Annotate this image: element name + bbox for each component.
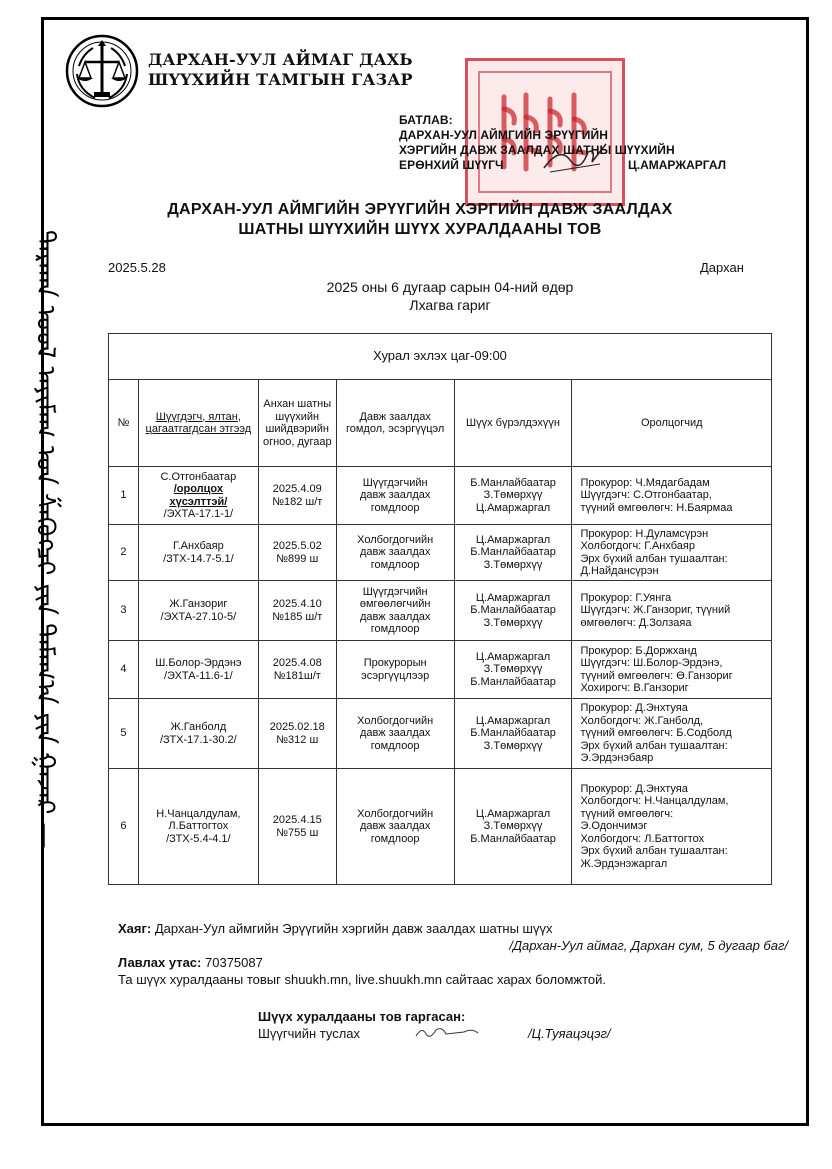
cell-line: 2025.02.18	[269, 721, 325, 733]
cell-line: эсэргүүцлээр	[361, 669, 430, 682]
cell-participants	[572, 769, 772, 885]
header-panel: Шүүх бүрэлдэхүүн	[454, 380, 572, 467]
cell-appeal	[336, 467, 454, 525]
cell-line: Ж.Ганболд	[170, 721, 227, 733]
hearing-date-block	[180, 278, 720, 314]
title-line-2: ШАТНЫ ШҮҮХИЙН ШҮҮХ ХУРАЛДААНЫ ТОВ	[238, 221, 602, 238]
cell-num: 5	[109, 699, 139, 769]
cell-line: Холбогдогчийн	[357, 533, 434, 546]
cell-appeal	[336, 641, 454, 699]
cell-line: түүний өмгөөлөгч: Б.Содболд	[580, 727, 732, 740]
cell-line: түүний өмгөөлөгч: Ө.Ганзориг	[580, 669, 733, 682]
cell-line: 2025.5.02	[272, 540, 322, 552]
cell-line: Ш.Болор-Эрдэнэ	[155, 657, 242, 669]
prepared-by-name: /Ц.Туяацэцэг/	[528, 1026, 611, 1041]
table-row	[109, 699, 772, 769]
approval-line-1: ДАРХАН-УУЛ АЙМГИЙН ЭРҮҮГИЙН	[399, 128, 608, 142]
cell-line: №182 ш/т	[272, 495, 323, 508]
cell-line: Ц.Амаржаргал	[475, 714, 551, 727]
cell-line: Б.Манлайбаатар	[470, 832, 556, 845]
cell-line: З.Төмөрхүү	[483, 616, 543, 629]
cell-line: Ж.Ганзориг	[169, 598, 228, 610]
cell-panel	[454, 699, 572, 769]
cell-participants	[572, 467, 772, 525]
cell-line: Хохирогч: В.Ганзориг	[580, 682, 689, 694]
cell-line: Эрх бүхий албан тушаалтан:	[580, 739, 728, 752]
cell-line: Шүүгдэгч: С.Отгонбаатар,	[580, 489, 712, 502]
cell-line: 2025.4.08	[272, 657, 322, 669]
cell-line: Холбогдогч: Ж.Ганболд,	[580, 714, 704, 727]
cell-line: Холбогдогч: Л.Баттогтох	[580, 832, 705, 845]
address-detail: /Дархан-Уул аймаг, Дархан сум, 5 дугаар баг/	[509, 938, 788, 953]
cell-line: Ц.Амаржаргал	[475, 533, 551, 546]
cell-line: Прокурор: Ч.Мядагбадам	[580, 476, 710, 489]
cell-line: №312 ш	[276, 733, 319, 746]
cell-line: гомдлоор	[370, 739, 420, 752]
cell-line: өмгөөлөгч: Д.Золзаяа	[580, 616, 692, 629]
cell-line: Шүүгдэгч: Ш.Болор-Эрдэнэ,	[580, 657, 723, 669]
table-row	[109, 641, 772, 699]
cell-defendant	[138, 641, 258, 699]
issue-date: 2025.5.28	[108, 260, 166, 275]
cell-first-instance	[258, 641, 336, 699]
cell-participants	[572, 699, 772, 769]
cell-line: 2025.4.15	[272, 814, 322, 826]
title-line-1: ДАРХАН-УУЛ АЙМГИЙН ЭРҮҮГИЙН ХЭРГИЙН ДАВЖ ЗААЛДАХ	[167, 201, 673, 218]
cell-first-instance	[258, 581, 336, 641]
cell-line: хүсэлттэй/	[169, 495, 228, 508]
cell-defendant	[138, 581, 258, 641]
prepared-by-title: Шүүх хуралдааны тов гаргасан:	[258, 1009, 466, 1024]
cell-appeal	[336, 769, 454, 885]
table-row	[109, 581, 772, 641]
cell-participants	[572, 581, 772, 641]
cell-line: түүний өмгөөлөгч: Н.Баярмаа	[580, 501, 733, 514]
cell-line: Ц.Амаржаргал	[475, 650, 551, 663]
cell-line: Прокурор: Д.Энхтуяа	[580, 702, 688, 715]
cell-line: Б.Манлайбаатар	[470, 727, 556, 740]
cell-line: /оролцох	[173, 483, 223, 495]
cell-appeal	[336, 525, 454, 581]
cell-line: З.Төмөрхүү	[483, 820, 543, 833]
cell-line: Холбогдогч: Н.Чанцалдулам,	[580, 795, 729, 808]
start-time: Хурал эхлэх цаг-09:00	[109, 334, 772, 380]
cell-num: 2	[109, 525, 139, 581]
cell-line: гомдлоор	[370, 558, 420, 571]
cell-panel	[454, 769, 572, 885]
cell-line: /ЭХТА-27.10-5/	[160, 610, 237, 623]
cell-line: З.Төмөрхүү	[483, 739, 543, 752]
cell-panel	[454, 525, 572, 581]
cell-defendant	[138, 467, 258, 525]
cell-participants	[572, 641, 772, 699]
header-appeal: Давж заалдах гомдол, эсэргүүцэл	[336, 380, 454, 467]
cell-line: №181ш/т	[273, 669, 321, 682]
assistant-signature-icon	[412, 1024, 482, 1042]
cell-line: Холбогдогчийн	[357, 807, 434, 820]
table-row	[109, 525, 772, 581]
table-row	[109, 769, 772, 885]
cell-line: Э.Одончимэг	[580, 820, 648, 833]
cell-line: Б.Манлайбаатар	[470, 546, 556, 559]
cell-line: Э.Эрдэнэбаяр	[580, 752, 654, 765]
cell-first-instance	[258, 699, 336, 769]
approval-signer-name: Ц.АМАРЖАРГАЛ	[628, 158, 727, 172]
cell-line: /ЭХТА-11.6-1/	[164, 669, 233, 682]
org-line-2: ШҮҮХИЙН ТАМГЫН ГАЗАР	[148, 70, 413, 89]
cell-line: Б.Манлайбаатар	[470, 675, 556, 688]
cell-line: /ЗТХ-17.1-30.2/	[160, 733, 237, 746]
cell-num: 3	[109, 581, 139, 641]
cell-line: №899 ш	[276, 552, 319, 565]
hearing-date: 2025 оны 6 дугаар сарын 04-ний өдөр	[326, 279, 574, 295]
cell-panel	[454, 641, 572, 699]
cell-appeal	[336, 699, 454, 769]
cell-line: З.Төмөрхүү	[483, 663, 543, 676]
cell-line: Шүүгдэгчийн	[362, 476, 428, 489]
cell-line: 2025.4.10	[272, 598, 322, 610]
court-emblem-icon	[65, 34, 139, 108]
cell-line: Прокурорын	[363, 657, 427, 669]
cell-first-instance	[258, 467, 336, 525]
cell-line: давж заалдах	[359, 610, 431, 623]
cell-line: С.Отгонбаатар	[160, 470, 237, 483]
address-label: Хаяг:	[118, 921, 152, 936]
cell-line: Прокурор: Б.Доржханд	[580, 644, 697, 657]
cell-line: Ц.Амаржаргал	[475, 591, 551, 604]
cell-line: Б.Манлайбаатар	[470, 476, 556, 489]
judge-signature-icon	[540, 138, 610, 178]
cell-num: 4	[109, 641, 139, 699]
cell-appeal	[336, 581, 454, 641]
address: Дархан-Уул аймгийн Эрүүгийн хэргийн давж заалдах шатны шүүх	[154, 921, 553, 936]
cell-line: /ЭХТА-17.1-1/	[163, 508, 234, 520]
cell-line: З.Төмөрхүү	[483, 558, 543, 571]
cell-line: Холбогдогчийн	[357, 714, 434, 727]
cell-defendant	[138, 699, 258, 769]
organization-name	[148, 50, 413, 90]
cell-line: Г.Анхбаяр	[173, 540, 224, 552]
cell-line: Шүүгдэгчийн	[362, 585, 428, 598]
cell-line: давж заалдах	[359, 546, 431, 559]
cell-defendant	[138, 769, 258, 885]
cell-line: /ЗТХ-14.7-5.1/	[163, 552, 234, 565]
cell-line: Н.Чанцалдулам,	[156, 807, 241, 820]
cell-line: Ц.Амаржаргал	[475, 807, 551, 820]
cell-defendant	[138, 525, 258, 581]
cell-line: №755 ш	[276, 826, 319, 839]
cell-line: Прокурор: Д.Энхтуяа	[580, 782, 688, 795]
footer-info	[118, 920, 798, 988]
cell-line: 2025.4.09	[272, 483, 322, 495]
cell-line: Прокурор: Г.Уянга	[580, 591, 672, 604]
header-participants: Оролцогчид	[572, 380, 772, 467]
cell-line: Ж.Эрдэнэжаргал	[580, 857, 668, 870]
cell-line: З.Төмөрхүү	[483, 489, 543, 502]
hearing-weekday: Лхагва гариг	[409, 297, 491, 313]
header-num: №	[109, 380, 139, 467]
issue-place: Дархан	[700, 260, 744, 275]
cell-line: Холбогдогч: Г.Анхбаяр	[580, 540, 695, 552]
approval-line-3: ЕРӨНХИЙ ШҮҮГЧ	[399, 158, 504, 172]
phone-label: Лавлах утас:	[118, 955, 202, 970]
cell-line: давж заалдах	[359, 820, 431, 833]
cell-line: Ц.Амаржаргал	[475, 501, 551, 514]
cell-line: түүний өмгөөлөгч:	[580, 807, 674, 820]
cell-line: Эрх бүхий албан тушаалтан:	[580, 845, 728, 858]
header-first-instance: Анхан шатны шүүхийн шийдвэрийн огноо, дугаар	[258, 380, 336, 467]
header-defendant: Шүүгдэгч, ялтан, цагаатгагдсан этгээд	[138, 380, 258, 467]
cell-participants	[572, 525, 772, 581]
cell-first-instance	[258, 525, 336, 581]
table-row	[109, 467, 772, 525]
cell-first-instance	[258, 769, 336, 885]
cell-line: гомдлоор	[370, 832, 420, 845]
cell-line: /ЗТХ-5.4-4.1/	[166, 832, 231, 845]
cell-line: өмгөөлөгчийн	[359, 598, 431, 610]
document-title	[150, 200, 690, 240]
cell-num: 6	[109, 769, 139, 885]
cell-line: Эрх бүхий албан тушаалтан:	[580, 552, 728, 565]
cell-line: №185 ш/т	[272, 610, 323, 623]
cell-num: 1	[109, 467, 139, 525]
cell-line: Шүүгдэгч: Ж.Ганзориг, түүний	[580, 604, 731, 617]
cell-panel	[454, 581, 572, 641]
prepared-by-role: Шүүгчийн туслах	[258, 1026, 361, 1041]
website-note: Та шүүх хуралдааны товыг shuukh.mn, live.shuukh.mn сайтаас харах боломжтой.	[118, 972, 607, 987]
phone: 70375087	[205, 955, 263, 970]
cell-line: давж заалдах	[359, 489, 431, 502]
cell-line: Л.Баттогтох	[168, 820, 229, 833]
cell-line: Б.Манлайбаатар	[470, 604, 556, 617]
org-line-1: ДАРХАН-УУЛ АЙМАГ ДАХЬ	[148, 50, 413, 69]
mongolian-script-side-text: ᠳᠠᠷᠬᠠᠨ ᠤᠤᠯ ᠠᠶᠢᠮᠠᠭ ᠤᠨ ᠱᠡᠭᠦᠭᠴᠢ ᠶᠢᠨ ᠲᠠᠮᠠᠭ᠎ᠠ ᠶᠢᠨ ᠭᠠᠵᠠᠷ —	[30, 230, 60, 849]
hearing-schedule-table	[108, 333, 772, 885]
cell-panel	[454, 467, 572, 525]
cell-line: Прокурор: Н.Дуламсүрэн	[580, 527, 709, 540]
cell-line: давж заалдах	[359, 727, 431, 740]
approval-line-2: ХЭРГИЙН ДАВЖ ЗААЛДАХ ШАТНЫ ШҮҮХИЙН	[399, 143, 675, 157]
approval-label: БАТЛАВ:	[399, 113, 453, 127]
cell-line: гомдлоор	[370, 623, 420, 635]
cell-line: гомдлоор	[370, 501, 420, 514]
cell-line: Д.Найдансүрэн	[580, 565, 659, 577]
